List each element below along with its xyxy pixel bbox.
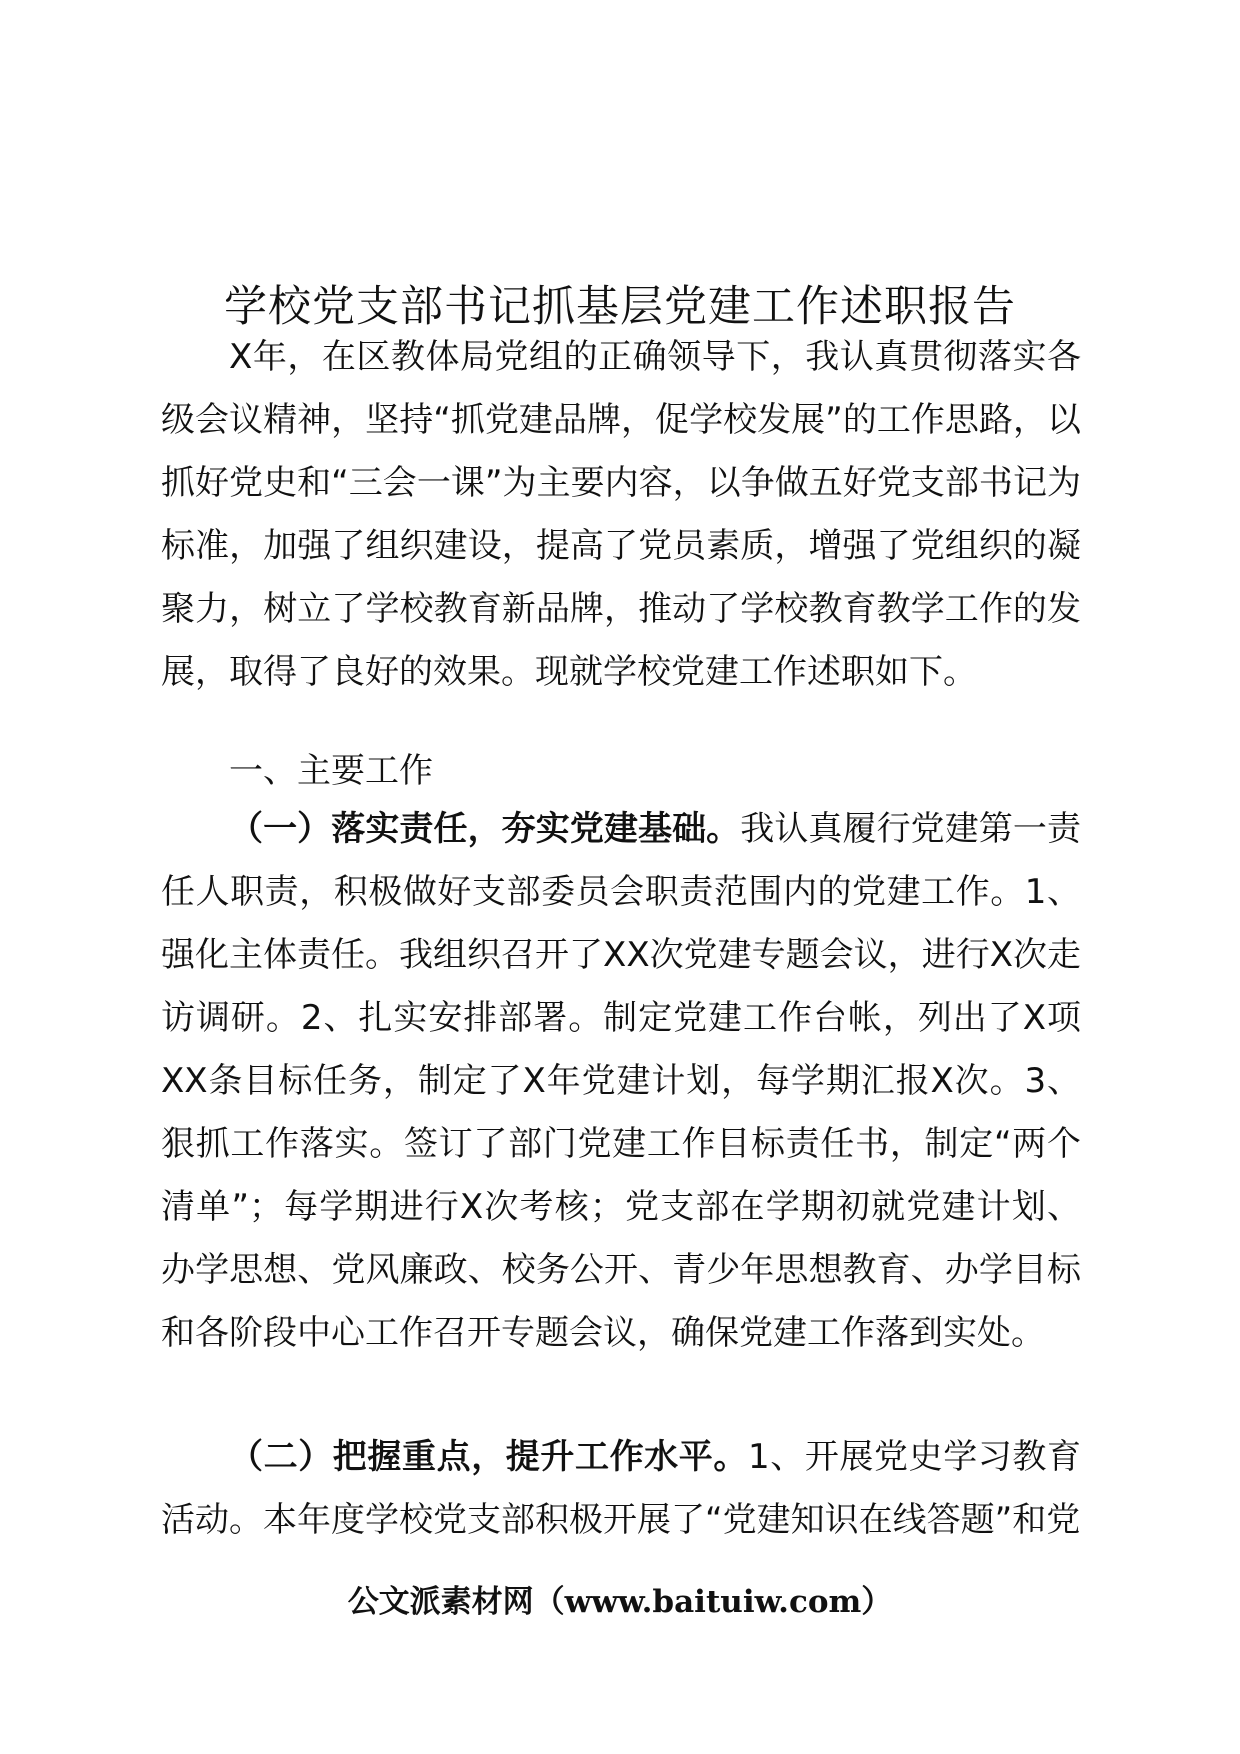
footer-watermark: 公文派素材网（www.baituiw.com）: [347, 1584, 893, 1620]
item-2-paragraph: [161, 1426, 1081, 1552]
item-1-body: 我认真履行党建第一责任人职责，积极做好支部委员会职责范围内的党建工作。1、强化主体责任。我组织召开了XX次党建专题会议，进行X次走访调研。2、扎实安排部署。制定党建工作台帐，列出了X项XX条目标任务，制定了X年党建计划，每学期汇报X次。3、狠抓工作落实。签订了部门党建工作目标责任书，制定“两个清单”；每学期进行X次考核；党支部在学期初就党建计划、办学思想、党风廉政、校务公开、青少年思想教育、办学目标和各阶段中心工作召开专题会议，确保党建工作落到实处。: [161, 809, 1081, 1353]
document-title: 学校党支部书记抓基层党建工作述职报告: [224, 281, 1016, 332]
item-2-body: 1、开展党史学习教育活动。本年度学校党支部积极开展了“党建知识在线答题”和党: [161, 1437, 1082, 1540]
section-heading-main-work: 一、主要工作: [229, 751, 433, 791]
item-1-paragraph: [161, 798, 1081, 1365]
item-2-heading: （二）把握重点，提升工作水平。: [229, 1437, 748, 1477]
intro-paragraph: X年，在区教体局党组的正确领导下，我认真贯彻落实各级会议精神，坚持“抓党建品牌，促学校发展”的工作思路，以抓好党史和“三会一课”为主要内容，以争做五好党支部书记为标准，加强了组织建设，提高了党员素质，增强了党组织的凝聚力，树立了学校教育新品牌，推动了学校教育教学工作的发展，取得了良好的效果。现就学校党建工作述职如下。: [161, 337, 1081, 692]
item-1-heading: （一）落实责任，夯实党建基础。: [229, 809, 741, 849]
